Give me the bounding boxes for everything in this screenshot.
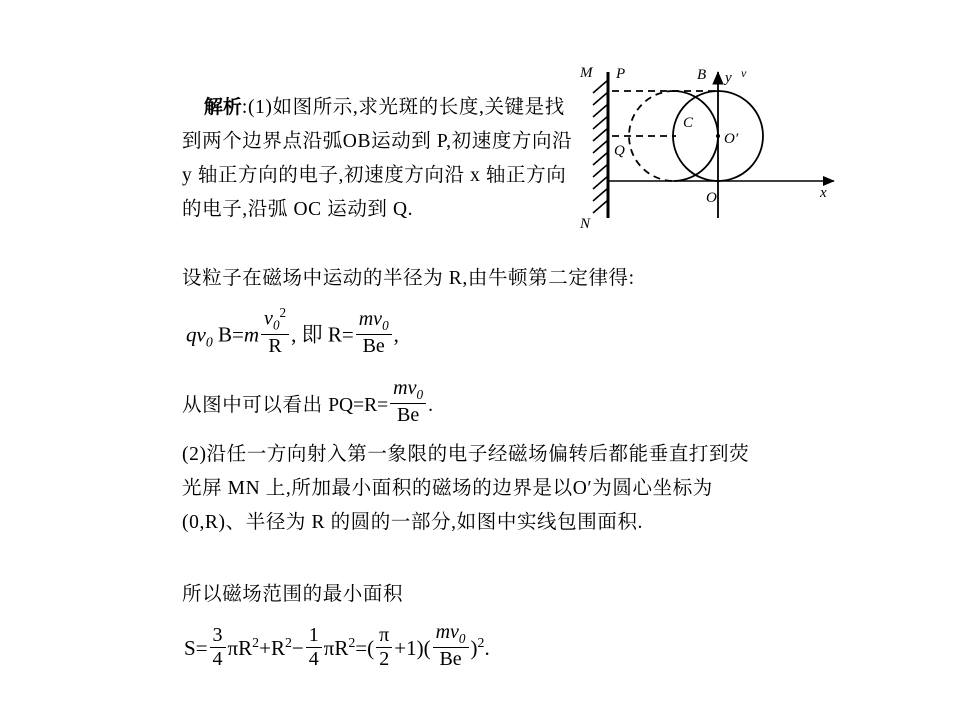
pq-symbol: PQ: [328, 394, 354, 416]
fluorescent-screen-MN: [593, 72, 608, 218]
area-close-paren-2: ): [470, 635, 478, 660]
three-quarters-fraction: [210, 625, 226, 671]
area-equals-2: =: [355, 635, 368, 660]
pq-equals-2: =: [377, 394, 389, 416]
f4-den: Be: [439, 648, 462, 671]
equation-comma: ,: [291, 322, 297, 347]
magnetic-field-symbol: B: [218, 322, 233, 347]
label-Q: Q: [614, 143, 625, 159]
area-open-paren-1: (: [367, 635, 375, 660]
label-O: O: [706, 190, 717, 206]
solution-part2-paragraph: (2)沿任一方向射入第一象限的电子经磁场偏转后都能垂直打到荧光屏 MN 上,所加最小面积的磁场的边界是以O′为圆心坐标为(0,R)、半径为 R 的圆的一部分,如图中实线包围面积.: [182, 444, 750, 533]
solution-part1-text: (1)如图所示,求光斑的长度,关键是找到两个边界点沿弧OB运动到 P,初速度方向沿 y 轴正方向的电子,初速度方向沿 x 轴正方向的电子,沿弧 OC 运动到 Q.: [182, 97, 578, 220]
mass-symbol: m: [243, 322, 260, 347]
frac-num-exp: 2: [279, 305, 287, 320]
label-B: B: [697, 67, 707, 83]
area-R2: R: [270, 635, 285, 660]
area-R1: R: [238, 635, 253, 660]
area-open-paren-2: (: [423, 635, 431, 660]
label-P: P: [616, 66, 626, 82]
minimum-area-equation: [184, 622, 490, 671]
trailing-comma: ,: [393, 322, 399, 347]
mv-over-Be-fraction: [433, 622, 469, 671]
pq-intro-text: 从图中可以看出: [182, 394, 329, 416]
f2-den: 4: [308, 648, 319, 671]
label-x-axis: x: [820, 185, 827, 201]
velocity-symbol: v: [196, 322, 206, 347]
label-velocity: v: [741, 66, 747, 80]
area-plus-2: +: [394, 635, 407, 660]
one-quarter-fraction: [306, 625, 322, 671]
area-R3: R: [334, 635, 349, 660]
physics-diagram: [566, 50, 866, 240]
label-y-axis: y: [725, 70, 732, 86]
pq-num: mv: [393, 377, 417, 399]
pq-equals-1: =: [353, 394, 365, 416]
f2-num: 1: [306, 625, 322, 649]
f1-num: 3: [210, 625, 226, 649]
diagram-svg: [566, 50, 866, 240]
pi-symbol-2: π: [323, 635, 335, 660]
centripetal-fraction: [261, 306, 289, 358]
radius-fraction: [356, 309, 392, 358]
f1-den: 4: [212, 648, 223, 671]
area-plus-1: +: [259, 635, 271, 660]
charge-symbol: q: [186, 322, 197, 347]
area-R3-exp: 2: [348, 634, 356, 650]
area-close-paren-1: ): [416, 635, 424, 660]
f3-num: π: [376, 625, 392, 649]
pi-symbol-1: π: [227, 635, 239, 660]
solution-lead-colon: :: [241, 97, 248, 118]
solution-lead-label: 解析: [203, 96, 242, 118]
area-equals-1: =: [195, 635, 208, 660]
pq-num-sub: 0: [416, 387, 424, 402]
pq-fraction: [390, 378, 426, 427]
radius-num-sub: 0: [382, 317, 389, 333]
pq-radius: R: [364, 394, 378, 416]
equals-sign: =: [232, 322, 244, 347]
solution-part1-paragraph: [182, 56, 578, 261]
f4-num: mv: [435, 621, 459, 643]
radius-symbol: R: [327, 322, 342, 347]
equals-sign-2: =: [341, 322, 354, 347]
frac-num-sub: 0: [272, 317, 280, 333]
area-symbol: S: [184, 635, 196, 660]
label-O-prime: O′: [724, 131, 739, 147]
label-N: N: [580, 216, 591, 232]
area-intro-paragraph: 所以磁场范围的最小面积: [182, 584, 404, 605]
f4-num-sub: 0: [458, 631, 466, 646]
frac-num-velocity: v: [264, 307, 273, 330]
area-R1-exp: 2: [252, 634, 260, 650]
area-period: .: [484, 635, 490, 660]
pq-period: .: [428, 394, 433, 416]
newton-second-law-equation: [186, 306, 399, 358]
frac-den-radius: R: [268, 334, 282, 357]
ji-connector: 即: [301, 322, 323, 347]
radius-intro-paragraph: 设粒子在磁场中运动的半径为 R,由牛顿第二定律得:: [182, 268, 635, 289]
label-C: C: [683, 115, 694, 131]
area-R2-exp: 2: [284, 634, 292, 650]
label-M: M: [580, 65, 593, 81]
area-minus: −: [291, 635, 304, 660]
pq-den: Be: [396, 404, 420, 427]
area-exp-2: 2: [477, 634, 485, 650]
radius-num: mv: [358, 307, 383, 330]
area-one: 1: [406, 635, 417, 660]
velocity-subscript: 0: [205, 334, 213, 350]
f3-den: 2: [379, 648, 390, 671]
trajectory-solid-arc: [674, 91, 718, 181]
pq-equation-line: [182, 378, 433, 427]
radius-den: Be: [362, 334, 385, 357]
pi-over-two-fraction: [376, 625, 392, 671]
